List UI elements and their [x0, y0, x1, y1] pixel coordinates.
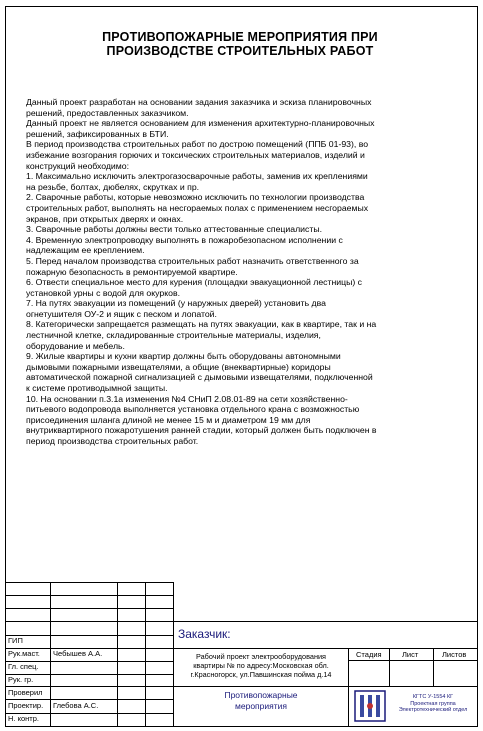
body-line: к системе противодымной защиты.: [26, 383, 168, 394]
title-block: [5, 582, 478, 727]
stamp-label-n-kontr: Н. контр.: [8, 714, 39, 723]
body-line: решений, предоставленных заказчиком.: [26, 107, 189, 118]
body-line: присоединения шланга длиной не менее 15 м и диаметром 19 мм для: [26, 414, 311, 425]
header-sheets: Листов: [442, 650, 467, 659]
stamp-label-ruk-gr: Рук. гр.: [8, 675, 34, 684]
body-line: конструкций необходимо:: [26, 160, 129, 171]
stamp-label-gl-spec: Гл. спец.: [8, 662, 39, 671]
body-line: на резьбе, болтах, дюбелях, скрутках и пр.: [26, 181, 200, 192]
body-line: автоматической пожарной сигнализацией с дымовыми извещателями, подключенной: [26, 372, 373, 383]
project-description: [175, 652, 347, 680]
body-line: установкой урны с водой для окурков.: [26, 287, 180, 298]
header-sheet: Лист: [402, 650, 419, 659]
customer-label: Заказчик:: [178, 627, 231, 641]
body-line: 1. Максимально исключить электрогазосварочные работы, заменив их креплениями: [26, 171, 368, 182]
body-line: 3. Сварочные работы должны вести только аттестованные специалисты.: [26, 224, 322, 235]
body-line: решений, зафиксированных в БТИ.: [26, 128, 169, 139]
body-line: 5. Перед началом производства строительных работ назначить ответственного за: [26, 255, 359, 266]
body-line: 9. Жилые квартиры и кухни квартир должны быть оборудованы автономными: [26, 351, 341, 362]
body-line: внутриквартирного пожаротушения ранней стадии, который должен быть подключен в: [26, 425, 377, 436]
body-line: 10. На основании п.3.1а изменения №4 СНиП 2.08.01-89 на сети хозяйственно-: [26, 393, 348, 404]
body-line: Данный проект не является основанием для изменения архитектурно-планировочных: [26, 118, 375, 129]
body-line: строительных работ, выполнять на несгораемых полах с применением несгораемых: [26, 202, 369, 213]
sheet-title: [175, 690, 347, 712]
body-line: 2. Сварочные работы, которые невозможно исключить по технологии производства: [26, 192, 365, 203]
body-line: Данный проект разработан на основании задания заказчика и эскиза планировочных: [26, 97, 372, 107]
stamp-name-proektir: Глебова А.С.: [53, 701, 99, 710]
title-line-1: ПРОТИВОПОЖАРНЫЕ МЕРОПРИЯТИЯ ПРИ: [102, 30, 378, 44]
body-line: В период производства строительных работ по дострою помещений (ППБ 01-93), во: [26, 139, 369, 150]
body-line: 4. Временную электропроводку выполнять в пожаробезопасном исполнении с: [26, 234, 343, 245]
body-line: оборудование и мебель.: [26, 340, 125, 351]
body-line: период производства строительных работ.: [26, 436, 199, 446]
body-line: дымовыми пожарными извещателями, а общие (внеквартирные) коридоры: [26, 361, 331, 372]
body-text: [26, 97, 456, 447]
stamp-label-proveril: Проверил: [8, 688, 43, 697]
body-line: экранов, при открытых дверях и окнах.: [26, 213, 184, 224]
sheet-title-line-2: мероприятия: [235, 701, 287, 711]
logo-line-1: КГТС У-1554 КГ: [412, 694, 454, 700]
project-desc-line-2: квартиры № по адресу:Московская обл.: [193, 661, 329, 671]
company-logo-icon: [353, 689, 387, 723]
logo-line-2: Проектная группа: [410, 700, 456, 707]
body-line: 8. Категорически запрещается размещать на путях эвакуации, как в квартире, так и на: [26, 319, 377, 330]
document-title: [40, 30, 440, 58]
title-line-2: ПРОИЗВОДСТВЕ СТРОИТЕЛЬНЫХ РАБОТ: [106, 44, 374, 58]
company-logo-text: [390, 694, 476, 714]
body-line: пожарную безопасность в ремонтируемой квартире.: [26, 266, 238, 277]
header-stage: Стадия: [356, 650, 382, 659]
body-line: избежание возгорания горючих и токсических строительных материалов, изделий и: [26, 149, 365, 160]
stamp-label-proektir: Проектир.: [8, 701, 44, 710]
logo-line-3: Электротехнический отдел: [398, 707, 468, 714]
sheet-title-line-1: Противопожарные: [224, 690, 298, 700]
body-line: питьевого водопровода выполняется установка отдельного крана с возможностью: [26, 404, 360, 415]
body-line: надлежащим ее креплением.: [26, 245, 145, 256]
body-line: огнетушителя ОУ-2 и ящик с песком и лопатой.: [26, 308, 217, 319]
project-desc-line-1: Рабочий проект электрооборудования: [195, 652, 327, 661]
body-line: 7. На путях эвакуации из помещений (у наружных дверей) установить два: [26, 298, 326, 309]
stamp-label-gip: ГИП: [8, 636, 23, 645]
body-line: лестничной клетке, складированные строительные материалы, изделия,: [26, 330, 321, 341]
body-line: 6. Отвести специальное место для курения (площадки эвакуационной лестницы) с: [26, 277, 363, 288]
stamp-label-ruk-mast: Рук.маст.: [8, 649, 40, 658]
project-desc-line-3: г.Красногорск, ул.Павшинская пойма д.14: [190, 670, 332, 680]
stamp-name-ruk-mast: Чебышев А.А.: [53, 649, 103, 658]
